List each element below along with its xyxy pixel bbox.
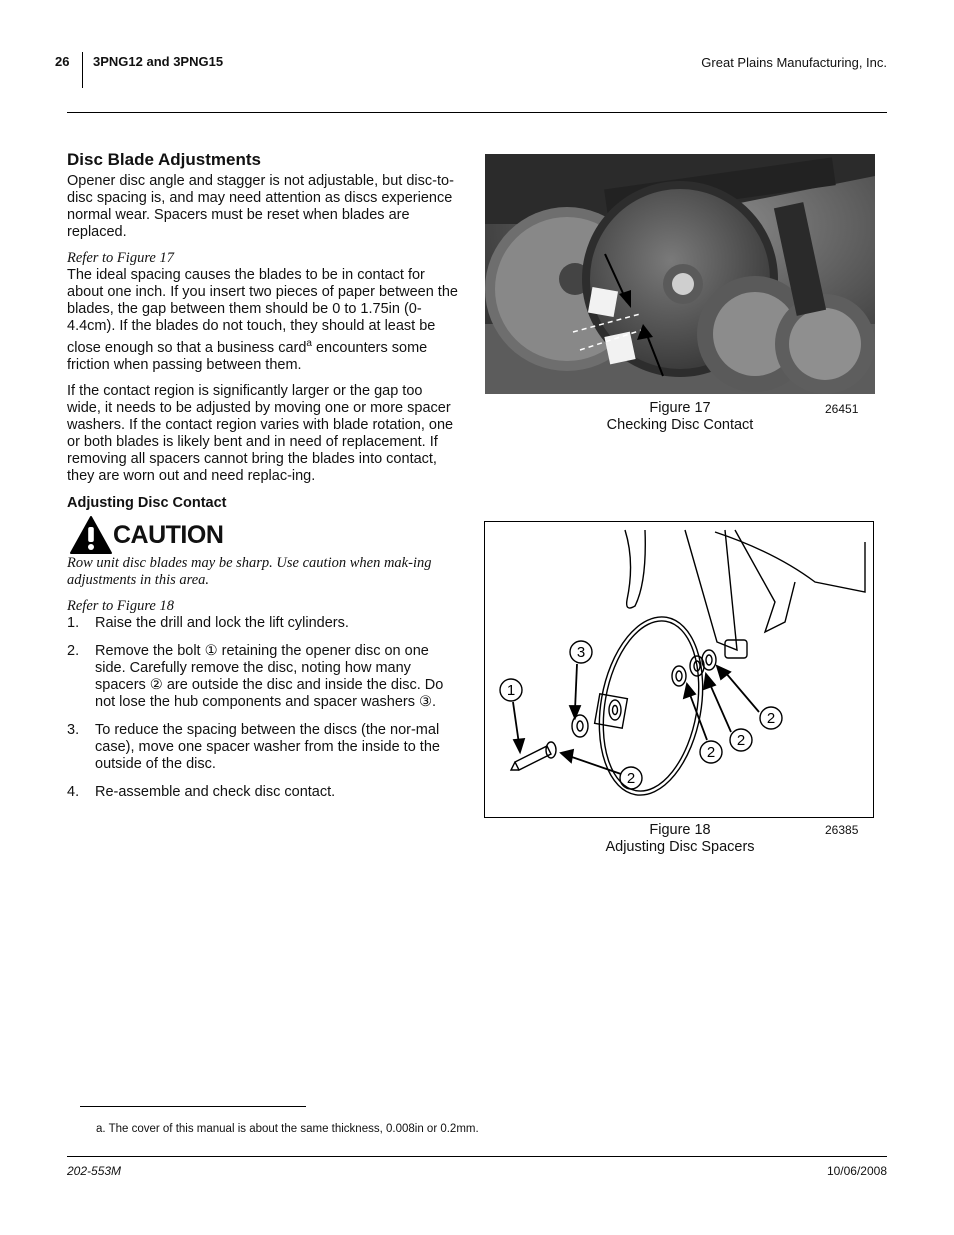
revision-date: 10/06/2008 [826,1164,887,1178]
section-title: Disc Blade Adjustments [67,150,261,169]
adjust-paragraph: If the contact region is significantly larger or the gap too wide, it needs to be adjusted by moving one or more spacer washers. If the contact region varies with blade rotation, one or both blades is likely bent and in need of replacement. If removing all spacers cannot bring the blades into contact, they are worn out and need replac-ing. [67,382,454,484]
step-item: 3. To reduce the spacing between the discs (the nor-mal case), move one spacer washer from the inside to the outside of the disc. [67,721,440,772]
footnote-marker: a [306,338,312,349]
callout-2a: 2 [706,744,716,761]
step-item: 2. Remove the bolt ① retaining the opener disc on one side. Carefully remove the disc, noting how many spacers ② are outside the disc and inside the disc. Do not lose the hub components and spacer washers ③. [67,642,444,710]
step-item: 4. Re-assemble and check disc contact. [67,783,336,800]
callout-2b: 2 [626,770,636,787]
figure17-caption [560,400,800,434]
callout-2d: 2 [766,710,776,727]
caution-text: Row unit disc blades may be sharp. Use caution when mak-ing adjustments in this area. [67,554,432,588]
intro-paragraph: Opener disc angle and stagger is not adjustable, but disc-to-disc spacing is, and may need attention as discs experience normal wear. Spacers must be reset when blades are replaced. [67,173,454,240]
figure17-title: Checking Disc Contact [606,417,754,433]
figure17-reference: Refer to Figure 17 [67,250,174,266]
header-divider [82,52,83,88]
manual-model: 3PNG12 and 3PNG15 [93,54,224,69]
figure17-label: Figure 17 [649,400,711,416]
footnote-rule [80,1106,306,1107]
left-column [67,150,459,812]
caution-banner [67,517,459,555]
figure18-reference: Refer to Figure 18 [67,597,174,614]
callout-1: 1 [506,682,516,699]
figure18-caption [560,822,800,856]
figure17-photo [485,154,875,394]
warning-triangle-icon [69,515,113,555]
page-number: 26 [55,54,70,69]
footer-rule [67,1156,887,1157]
company-name: Great Plains Manufacturing, Inc. [701,55,887,70]
figure18-part-number: 26385 [825,823,859,837]
callout-3: 3 [576,644,586,661]
footnote-text: a. The cover of this manual is about the same thickness, 0.008in or 0.2mm. [96,1123,479,1135]
figure18-diagram [484,521,874,818]
figure18-title: Adjusting Disc Spacers [605,839,755,855]
document-number: 202-553M [67,1164,122,1178]
figure17-part-number: 26451 [825,402,859,416]
step-item: 1. Raise the drill and lock the lift cylinders. [67,614,349,631]
figure18-label: Figure 18 [649,822,711,838]
procedure-steps [67,615,459,801]
callout-2c: 2 [736,732,746,749]
ideal-spacing-paragraph: The ideal spacing causes the blades to be in contact for about one inch. If you insert two pieces of paper between the blades, the gap between them should be 0 to 1.75in (0-4.4cm). If the blades do not touch, they should at least be close enough so that a business card$^a$ encounters some friction when passing between them. [67,267,458,373]
caution-label: CAUTION [113,520,224,549]
header-rule [67,112,887,113]
subsection-title: Adjusting Disc Contact [67,494,227,511]
